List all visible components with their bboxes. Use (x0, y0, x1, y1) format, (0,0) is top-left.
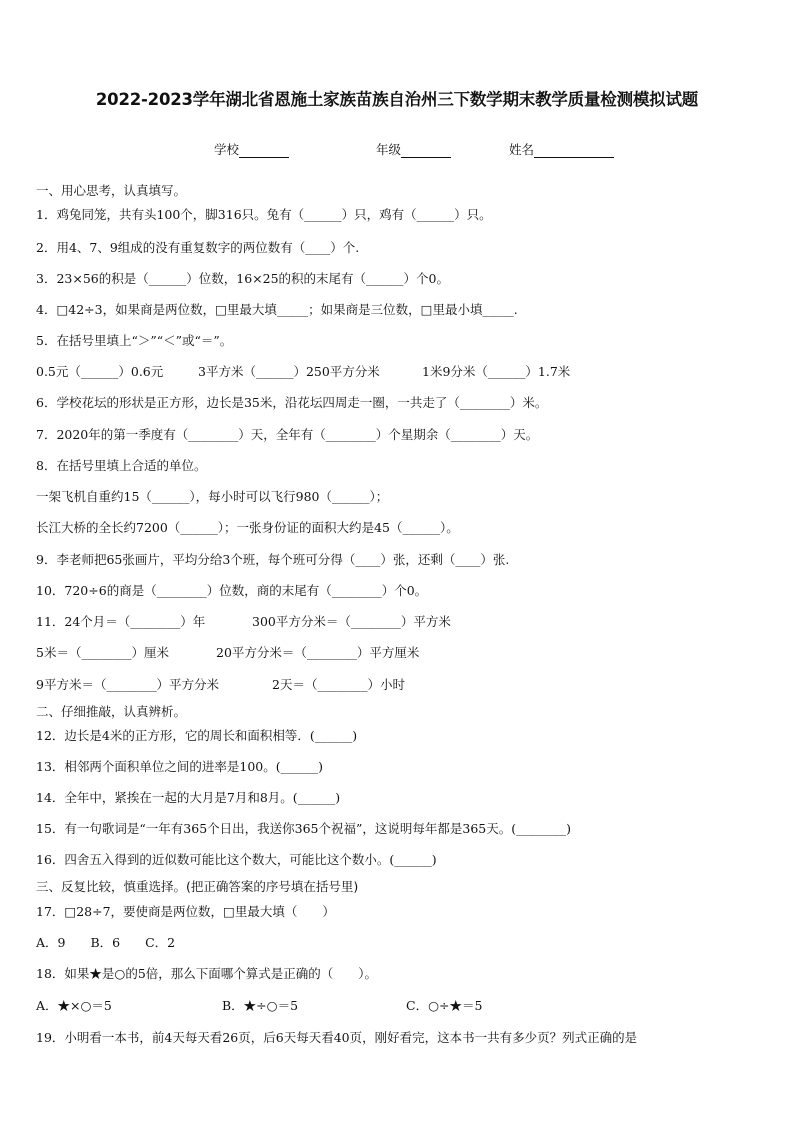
question-line: 3．23×56的积是（______）位数，16×25的积的末尾有（______）个0。 (36, 271, 449, 286)
question-segment: B．★÷○＝5 (222, 998, 299, 1013)
name-label: 姓名 (509, 142, 535, 157)
question-line: 16．四舍五入得到的近似数可能比这个数大，可能比这个数小。(______) (36, 852, 437, 867)
question-line: 一架飞机自重约15（______），每小时可以飞行980（______）； (36, 489, 389, 504)
question-segment: 2天＝（________）小时 (272, 677, 405, 692)
question-segment: 1米9分米（______）1.7米 (422, 364, 571, 379)
question-line: 15．有一句歌词是“一年有365个日出，我送你365个祝福”，这说明每年都是365天。(________) (36, 821, 572, 836)
question-line: 14．全年中，紧挨在一起的大月是7月和8月。(______) (36, 790, 341, 805)
question-line: 1．鸡兔同笼，共有头100个，脚316只。兔有（______）只，鸡有（______）只。 (36, 207, 492, 222)
question-line (36, 364, 766, 380)
school-blank[interactable] (239, 144, 289, 158)
grade-blank[interactable] (401, 144, 451, 158)
question-segment: C．○÷★＝5 (406, 998, 483, 1013)
question-line: 4．□42÷3，如果商是两位数，□里最大填_____；如果商是三位数，□里最小填_____. (36, 302, 518, 317)
question-segment: 5米＝（________）厘米 (36, 645, 169, 660)
name-field (509, 140, 614, 158)
grade-field (376, 140, 451, 158)
section-heading: 二、仔细推敲，认真辨析。 (36, 704, 187, 719)
question-line: 2．用4、7、9组成的没有重复数字的两位数有（____）个. (36, 240, 360, 255)
name-blank[interactable] (534, 144, 614, 158)
question-line: 5．在括号里填上“＞”“＜”或“＝”。 (36, 333, 233, 348)
question-line (36, 645, 766, 661)
question-segment: 20平方分米＝（________）平方厘米 (216, 645, 420, 660)
grade-label: 年级 (376, 142, 402, 157)
question-line: 10．720÷6的商是（________）位数，商的末尾有（________）个0。 (36, 583, 428, 598)
school-field (214, 140, 289, 158)
question-line: 9．李老师把65张画片，平均分给3个班，每个班可分得（____）张，还剩（____）张. (36, 552, 510, 567)
question-segment: 3平方米（______）250平方分米 (198, 364, 380, 379)
question-segment: 300平方分米＝（________）平方米 (252, 614, 451, 629)
question-segment: 9平方米＝（________）平方分米 (36, 677, 219, 692)
question-line: 17．□28÷7，要使商是两位数，□里最大填（ ） (36, 904, 335, 919)
school-label: 学校 (214, 142, 240, 157)
question-line: 19．小明看一本书，前4天每天看26页，后6天每天看40页，刚好看完，这本书一共有多少页？列式正确的是 (36, 1030, 638, 1045)
question-line: 18．如果★是○的5倍，那么下面哪个算式是正确的（ ）。 (36, 966, 378, 981)
question-segment: 0.5元（______）0.6元 (36, 364, 164, 379)
question-line: 7．2020年的第一季度有（________）天，全年有（________）个星期余（________）天。 (36, 427, 539, 442)
question-line: 6．学校花坛的形状是正方形，边长是35米，沿花坛四周走一圈，一共走了（________）米。 (36, 395, 548, 410)
section-heading: 三、反复比较，慎重选择。(把正确答案的序号填在括号里) (36, 879, 359, 894)
question-segment: A．★×○＝5 (36, 998, 112, 1013)
page-title: 2022-2023学年湖北省恩施土家族苗族自治州三下数学期末教学质量检测模拟试题 (95, 90, 699, 109)
question-line: 13．相邻两个面积单位之间的进率是100。(______) (36, 759, 324, 774)
section-heading: 一、用心思考，认真填写。 (36, 183, 187, 198)
question-line (36, 614, 766, 630)
question-line: A．9 B．6 C．2 (36, 935, 176, 950)
question-segment: 11．24个月＝（________）年 (36, 614, 206, 629)
question-line: 8．在括号里填上合适的单位。 (36, 458, 207, 473)
question-line (36, 998, 766, 1014)
question-line: 长江大桥的全长约7200（______）；一张身份证的面积大约是45（______）。 (36, 520, 459, 535)
question-line (36, 677, 766, 693)
question-line: 12．边长是4米的正方形，它的周长和面积相等．(______) (36, 728, 358, 743)
